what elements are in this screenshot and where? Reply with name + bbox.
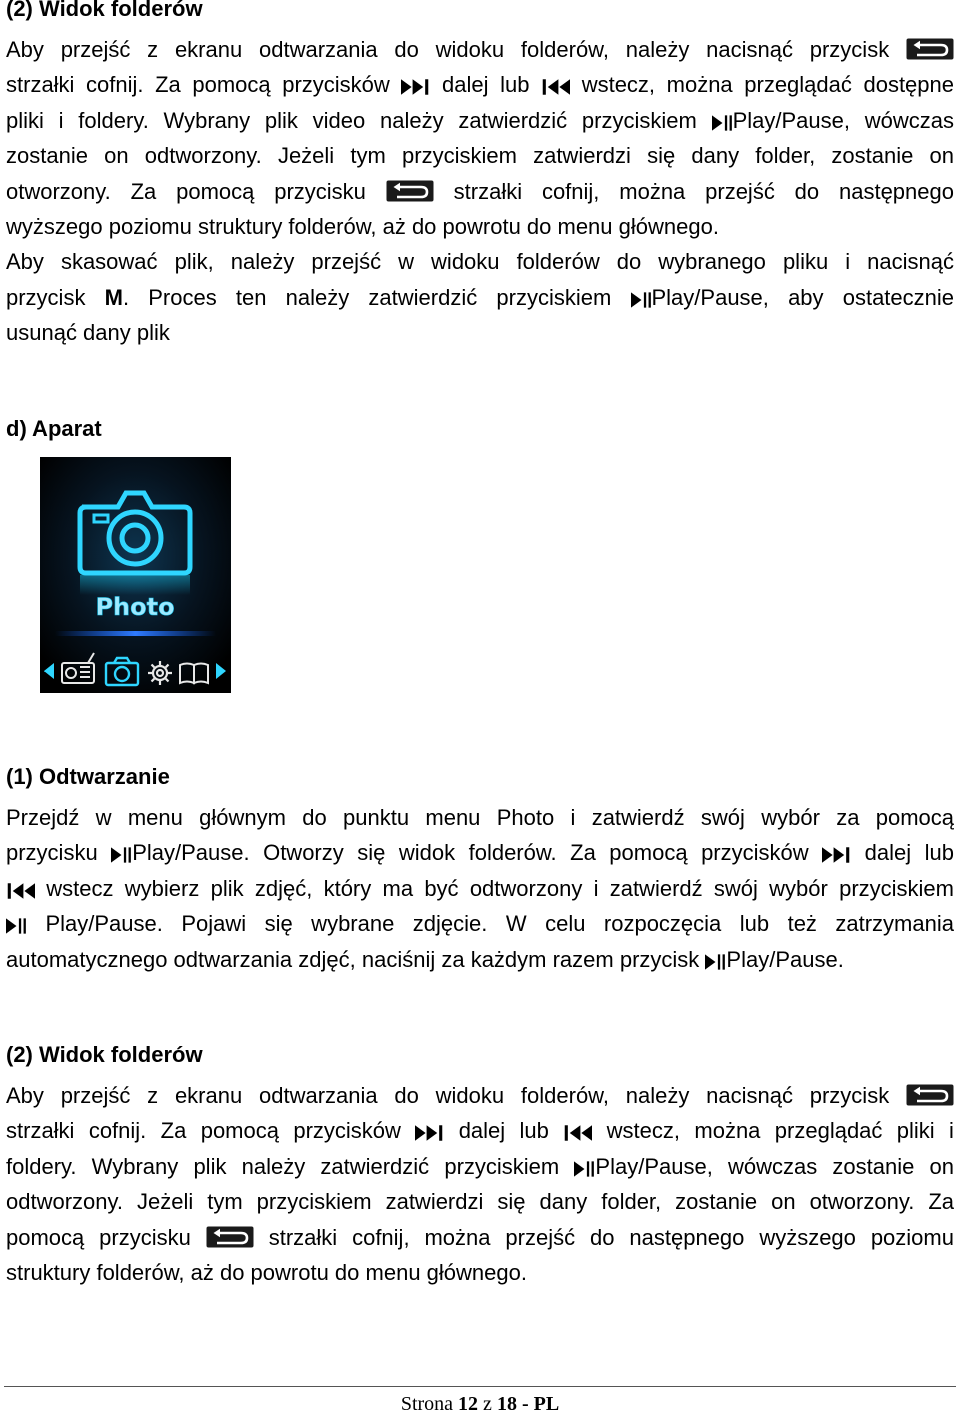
heading-folder-view: (2) Widok folderów (6, 0, 203, 21)
text-line: zostanie on odtworzony. Jeżeli tym przyciskiem zatwierdzi się dany folder, zostanie on (6, 143, 954, 169)
text-line: Aby skasować plik, należy przejść w widoku folderów do wybranego pliku i nacisnąć (6, 249, 954, 275)
footer-divider (4, 1386, 956, 1387)
heading-playback: (1) Odtwarzanie (6, 764, 170, 789)
text-line: strzałki cofnij. Za pomocą przycisków dalej lub wstecz, można przeglądać dostępne (6, 72, 955, 98)
back-arrow-icon (386, 180, 434, 202)
photo-label: Photo (95, 593, 175, 621)
text-line: przycisku Play/Pause. Otworzy się widok folderów. Za pomocą przycisków dalej lub (6, 840, 954, 866)
text-line: struktury folderów, aż do powrotu do menu głównego. (6, 1259, 527, 1285)
text-line: Play/Pause. Pojawi się wybrane zdjęcie. W celu rozpoczęcia lub też zatrzymania (6, 906, 954, 941)
text-line: przycisk M. Proces ten należy zatwierdzić przyciskiem Play/Pause, aby ostatecznie (6, 284, 955, 310)
text-line: automatycznego odtwarzania zdjęć, naciśnij za każdym razem przycisk Play/Pause. (6, 946, 844, 972)
text-line: pomocą przycisku strzałki cofnij, można przejść do następnego wyższego poziomu (6, 1224, 954, 1250)
previous-icon (541, 79, 570, 95)
paragraph-playback (6, 800, 954, 977)
button-letter-m: M (104, 284, 123, 310)
text-line: strzałki cofnij. Za pomocą przycisków dalej lub wstecz, można przeglądać pliki i (6, 1118, 954, 1144)
next-icon (822, 847, 851, 863)
play-pause-icon (6, 918, 27, 934)
text-line: Aby przejść z ekranu odtwarzania do widoku folderów, należy nacisnąć przycisk (6, 32, 954, 67)
text-line: foldery. Wybrany plik należy zatwierdzić przyciskiem Play/Pause, wówczas zostanie on (6, 1153, 954, 1179)
play-pause-icon (712, 115, 733, 131)
text-line: wstecz wybierz plik zdjęć, który ma być odtworzony i zatwierdź swój wybór przyciskiem (6, 871, 954, 906)
heading-camera: d) Aparat (6, 416, 102, 441)
page-total: 18 (496, 1393, 517, 1415)
page-footer: Strona 12 z 18 - PL (400, 1393, 560, 1415)
back-arrow-icon (906, 1084, 954, 1106)
text-line: Aby przejść z ekranu odtwarzania do widoku folderów, należy nacisnąć przycisk (6, 1078, 954, 1113)
next-icon (415, 1125, 444, 1141)
text-line: odtworzony. Jeżeli tym przyciskiem zatwierdzi się dany folder, zostanie on otworzony. Za (6, 1189, 954, 1215)
play-pause-icon (574, 1161, 595, 1177)
heading-folder-view-2: (2) Widok folderów (6, 1042, 203, 1067)
back-arrow-icon (906, 38, 954, 60)
device-screen-photo (40, 457, 231, 693)
next-icon (401, 79, 430, 95)
page-number: 12 (458, 1393, 479, 1415)
text-line: usunąć dany plik (6, 320, 170, 346)
paragraph-folder-view-2 (6, 1078, 954, 1290)
text-line: pliki i foldery. Wybrany plik video należy zatwierdzić przyciskiem Play/Pause, wówczas (6, 107, 954, 133)
play-pause-icon (111, 847, 132, 863)
play-pause-icon (705, 954, 726, 970)
previous-icon (563, 1125, 592, 1141)
back-arrow-icon (206, 1226, 254, 1248)
text-line: otworzony. Za pomocą przycisku strzałki cofnij, można przejść do następnego (6, 178, 954, 204)
paragraph-folder-view (6, 32, 954, 351)
previous-icon (6, 883, 35, 899)
text-line: Przejdź w menu głównym do punktu menu Photo i zatwierdź swój wybór za pomocą (6, 805, 954, 830)
text-line: wyższego poziomu struktury folderów, aż do powrotu do menu głównego. (6, 213, 719, 239)
play-pause-icon (631, 292, 652, 308)
